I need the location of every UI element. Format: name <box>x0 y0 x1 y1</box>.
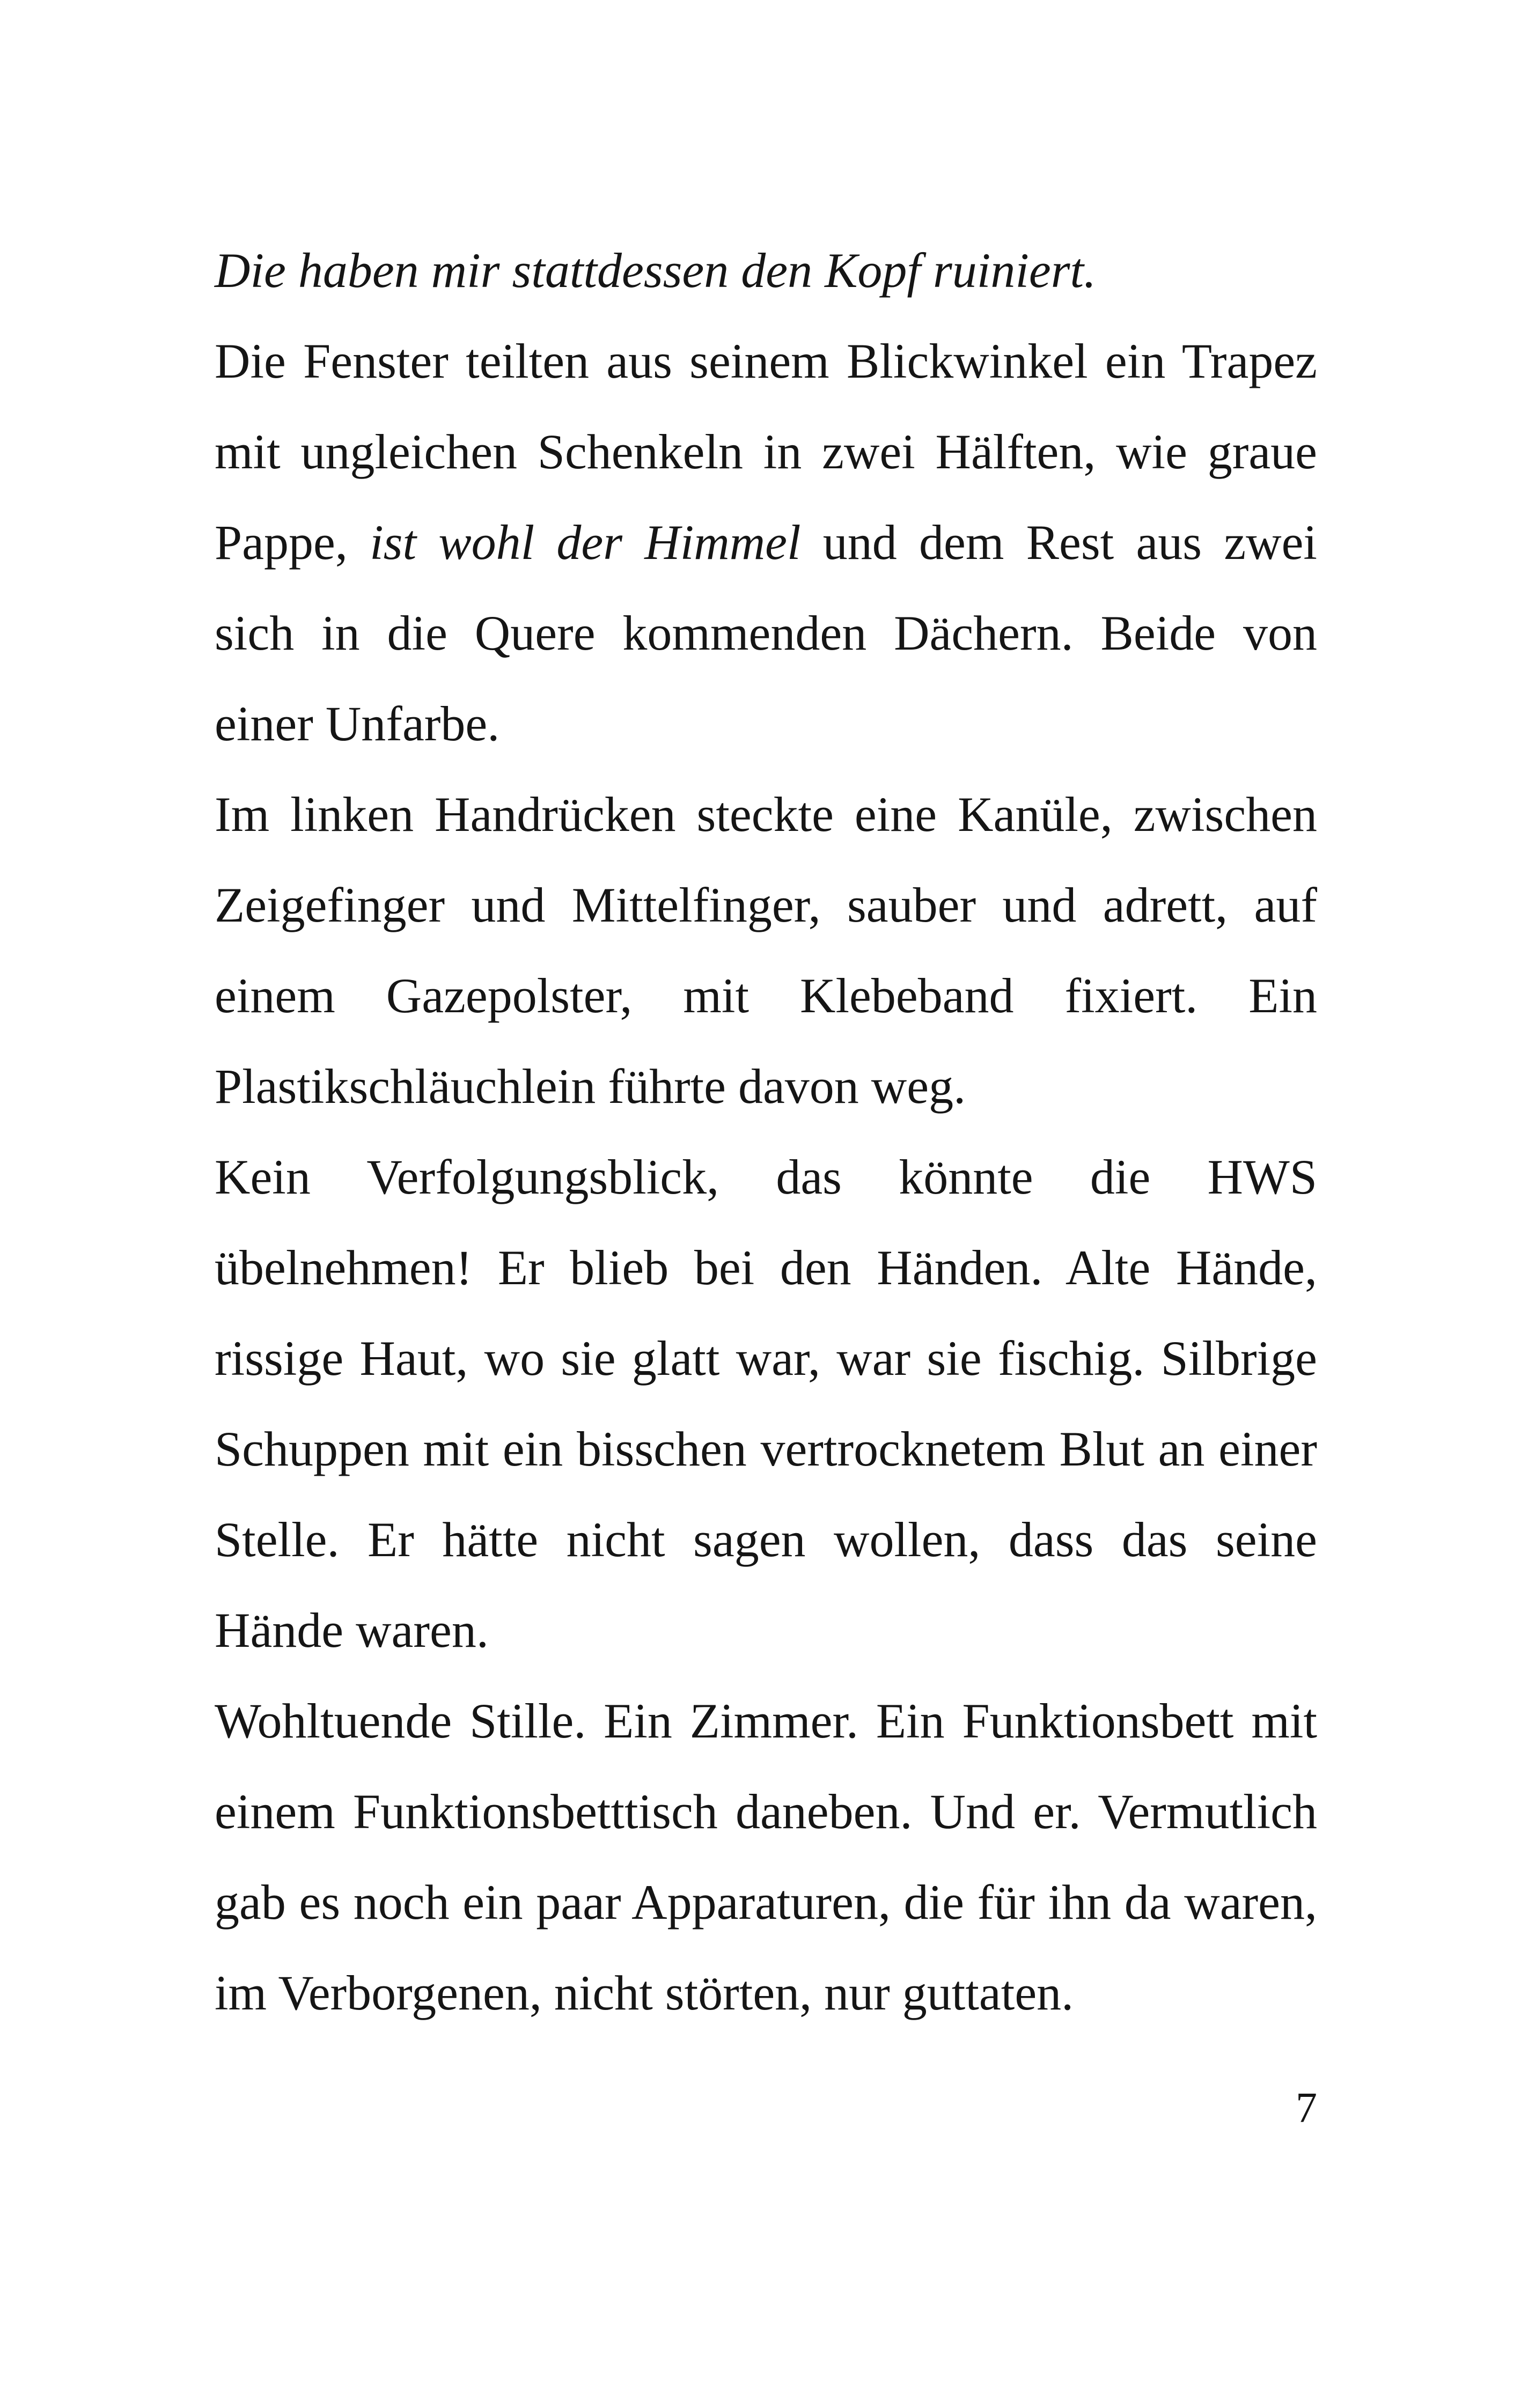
page-number: 7 <box>1296 2085 1317 2132</box>
paragraph-windows-italic: ist wohl der Himmel <box>370 515 801 570</box>
body-text <box>215 225 1317 2038</box>
paragraph-room: Wohltuende Stille. Ein Zimmer. Ein Funktionsbett mit einem Funktionsbetttisch daneben. Und er. Vermutlich gab es noch ein paar Apparaturen, die für ihn da waren, im Verborgenen, nicht störten, nur guttaten. <box>215 1693 1317 2020</box>
paragraph-hands: Kein Verfolgungsblick, das könnte die HWS übelnehmen! Er blieb bei den Händen. Alte Hände, rissige Haut, wo sie glatt war, war sie fischig. Silbrige Schuppen mit ein bisschen vertrocknetem Blut an einer Stelle. Er hätte nicht sagen wollen, dass das seine Hände waren. <box>215 1150 1317 1658</box>
paragraph-italic-thought: Die haben mir stattdessen den Kopf ruiniert. <box>215 243 1097 298</box>
paragraph-windows-text-1: Die Fenster teilten aus seinem Blickwinkel ein Trapez mit ungleichen Schenkeln in zwei Hälften, wie graue Pappe, <box>215 334 1317 570</box>
paragraph-cannula: Im linken Handrücken steckte eine Kanüle, zwischen Zeigefinger und Mittelfinger, sauber und adrett, auf einem Gazepolster, mit Klebeband fixiert. Ein Plastikschläuchlein führte davon weg. <box>215 787 1317 1114</box>
paragraph-windows <box>215 316 1317 769</box>
paragraph-windows-text-2: und dem Rest aus zwei sich in die Quere kommenden Dächern. Beide von einer Unfarbe. <box>215 515 1317 751</box>
